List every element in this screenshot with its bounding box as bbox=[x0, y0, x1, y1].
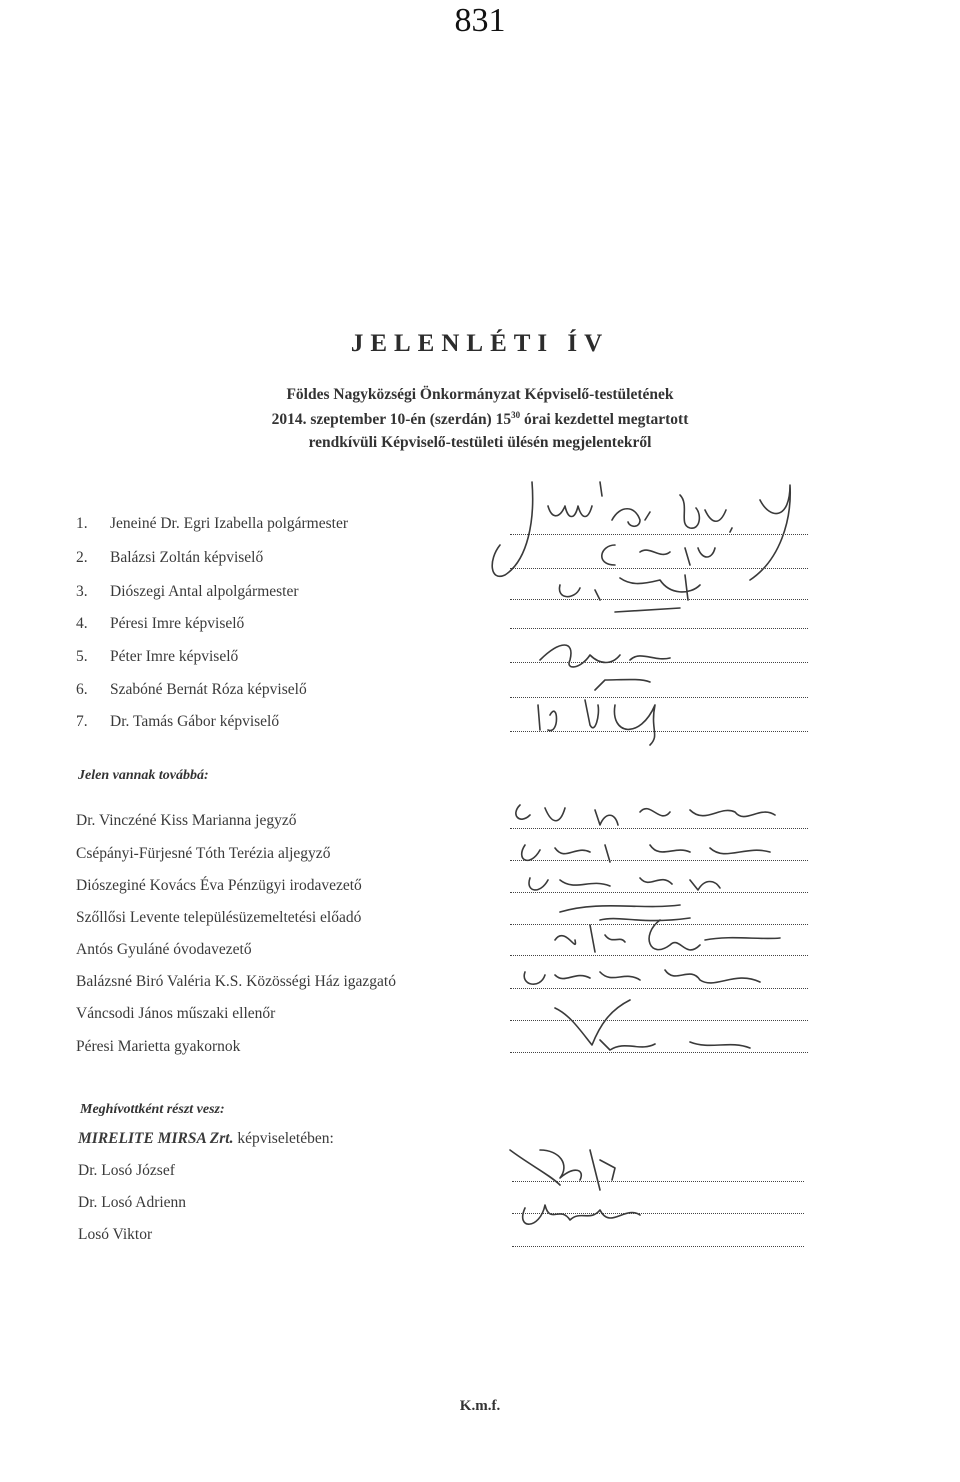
signature-16 bbox=[523, 1205, 640, 1224]
intro-time-minutes: 30 bbox=[511, 410, 521, 420]
intro-line-1: Földes Nagyközségi Önkormányzat Képviselő-testületének bbox=[286, 386, 674, 403]
member-7-name: Dr. Tamás Gábor képviselő bbox=[110, 713, 280, 730]
other-attendee-3: Diószeginé Kovács Éva Pénzügyi irodavezető bbox=[76, 877, 362, 894]
invited-heading: Meghívottként részt vesz: bbox=[80, 1102, 225, 1117]
signature-10 bbox=[560, 905, 690, 921]
other-attendee-5: Antós Gyuláné óvodavezető bbox=[76, 941, 252, 958]
signature-6 bbox=[538, 700, 655, 745]
kmf-footer: K.m.f. bbox=[459, 1398, 501, 1414]
member-6-name: Szabóné Bernát Róza képviselő bbox=[110, 681, 307, 698]
signature-11 bbox=[555, 920, 780, 952]
signature-13 bbox=[555, 1000, 630, 1045]
other-attendee-6: Balázsné Biró Valéria K.S. Közösségi Ház igazgató bbox=[76, 973, 396, 990]
member-1-name: Jeneiné Dr. Egri Izabella polgármester bbox=[110, 515, 348, 532]
member-5-number: 5. bbox=[76, 648, 88, 665]
member-1-number: 1. bbox=[76, 515, 88, 532]
member-5-name: Péter Imre képviselő bbox=[110, 648, 239, 665]
member-7-number: 7. bbox=[76, 713, 88, 730]
intro-line-3: rendkívüli Képviselő-testületi ülésén megjelentekről bbox=[308, 434, 652, 451]
invited-person-3: Losó Viktor bbox=[78, 1226, 153, 1243]
member-4-number: 4. bbox=[76, 615, 88, 632]
other-attendee-7: Váncsodi János műszaki ellenőr bbox=[76, 1005, 276, 1022]
signature-8 bbox=[522, 845, 770, 862]
intro-line-2-start: 2014. szeptember 10-én (szerdán) 15 bbox=[271, 411, 512, 429]
member-2-number: 2. bbox=[76, 549, 88, 566]
signature-1 bbox=[492, 482, 790, 580]
member-2-name: Balázsi Zoltán képviselő bbox=[110, 549, 264, 566]
other-attendee-1: Dr. Vinczéné Kiss Marianna jegyző bbox=[76, 812, 297, 829]
member-3-number: 3. bbox=[76, 583, 88, 600]
signature-7 bbox=[516, 805, 775, 825]
member-6-number: 6. bbox=[76, 681, 88, 698]
intro-line-2-end: órai kezdettel megtartott bbox=[520, 411, 689, 429]
company-name: MIRELITE MIRSA Zrt. bbox=[78, 1130, 234, 1147]
member-3-name: Diószegi Antal alpolgármester bbox=[110, 583, 299, 600]
signature-9 bbox=[529, 878, 720, 890]
signature-2 bbox=[602, 545, 715, 565]
invited-person-1: Dr. Losó József bbox=[78, 1162, 175, 1179]
signature-12 bbox=[524, 970, 760, 984]
signature-3 bbox=[559, 575, 700, 612]
signature-14 bbox=[600, 1040, 750, 1050]
member-4-name: Péresi Imre képviselő bbox=[110, 615, 245, 632]
signature-15 bbox=[510, 1150, 615, 1190]
signature-4 bbox=[540, 645, 670, 667]
company-line-rest: képviseletében: bbox=[233, 1130, 334, 1147]
other-attendee-4: Szőllősi Levente településüzemeltetési előadó bbox=[76, 909, 362, 926]
other-attendee-2: Csépányi-Fürjesné Tóth Terézia aljegyző bbox=[76, 845, 331, 862]
invited-person-2: Dr. Losó Adrienn bbox=[78, 1194, 187, 1211]
other-attendee-8: Péresi Marietta gyakornok bbox=[76, 1038, 241, 1055]
document-title: JELENLÉTI ÍV bbox=[350, 330, 610, 357]
present-heading: Jelen vannak továbbá: bbox=[78, 768, 209, 783]
signature-5 bbox=[595, 680, 650, 691]
page-number: 831 bbox=[454, 2, 506, 39]
